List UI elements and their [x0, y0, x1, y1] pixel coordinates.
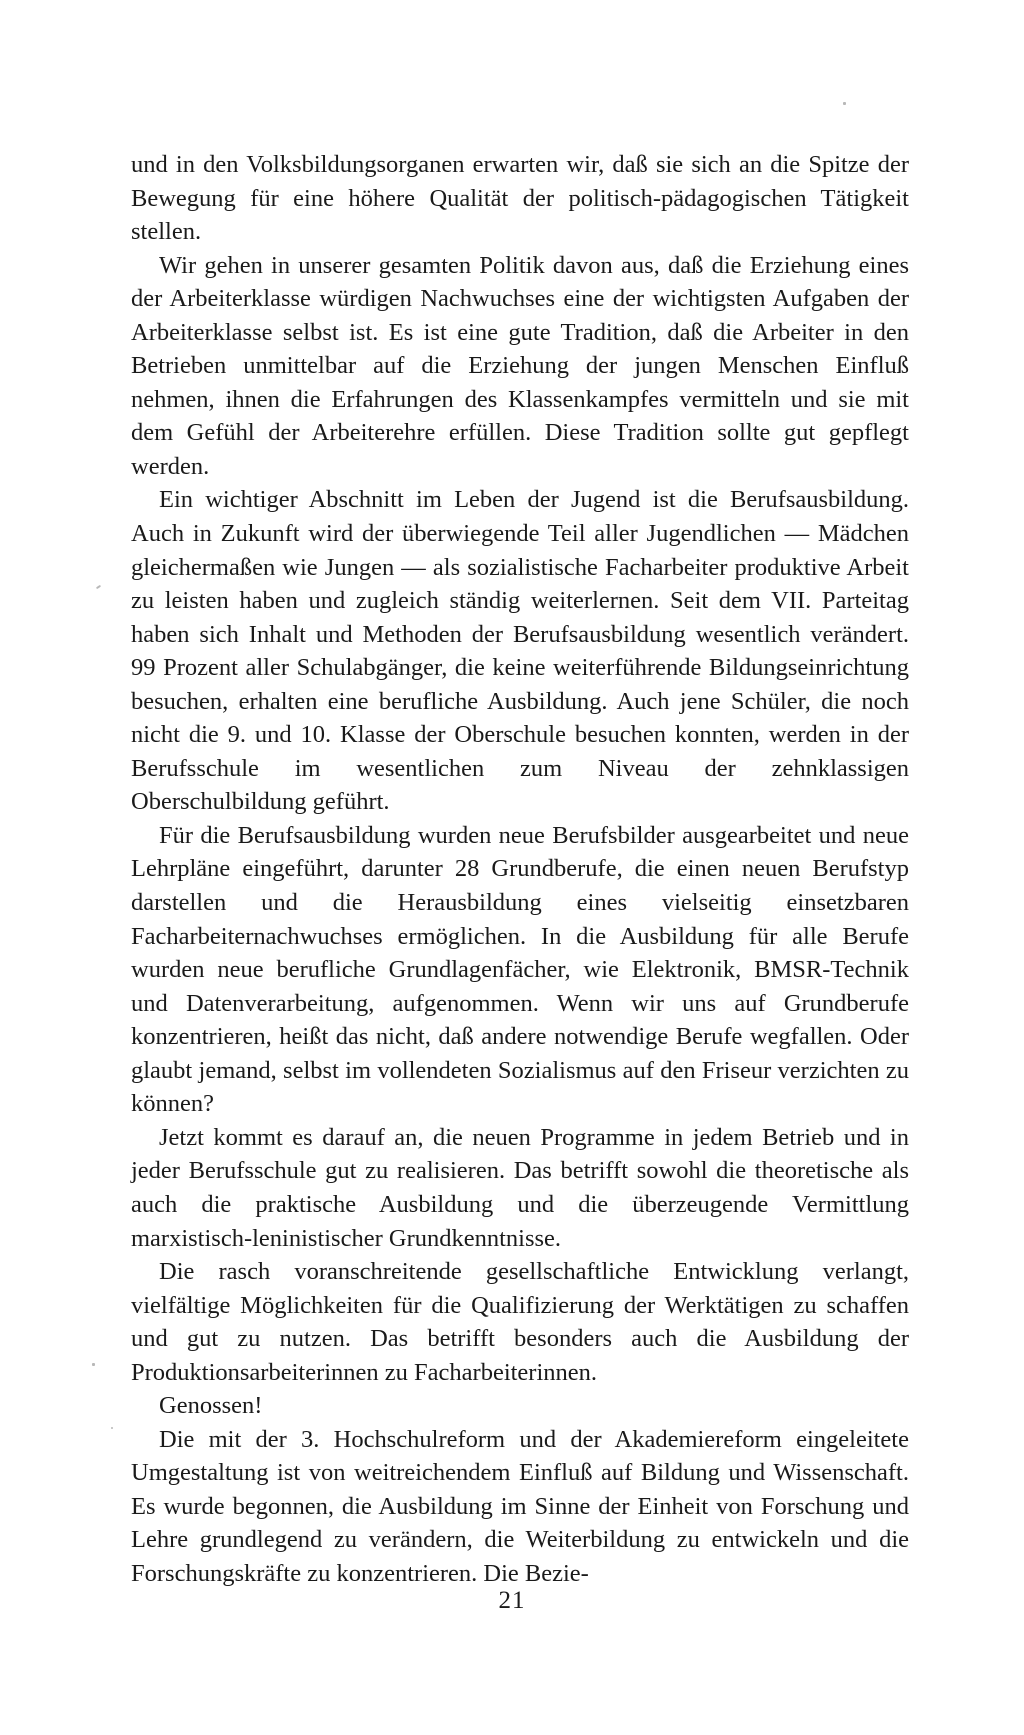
scan-speck	[111, 1427, 113, 1429]
paragraph-5: Jetzt kommt es darauf an, die neuen Programme in jedem Betrieb und in jeder Berufsschule gut zu realisieren. Das betrifft sowohl die theoretische als auch die praktische Ausbildung und die überzeugende Vermittlung marxistisch-leninistischer Grundkenntnisse.	[131, 1123, 909, 1252]
paragraph-4: Für die Berufsausbildung wurden neue Berufsbilder ausgearbeitet und neue Lehrpläne eingeführt, darunter 28 Grundberufe, die einen neuen Berufstyp darstellen und die Herausbildung eines vielseitig einsetzbaren Facharbeiternachwuchses ermöglichen. In die Ausbildung für alle Berufe wurden neue berufliche Grundlagenfächer, wie Elektronik, BMSR-Technik und Datenverarbeitung, aufgenommen. Wenn wir uns auf Grundberufe konzentrieren, heißt das nicht, daß andere notwendige Berufe wegfallen. Oder glaubt jemand, selbst im vollendeten Sozialismus auf den Friseur verzichten zu können?	[131, 821, 909, 1118]
paragraph-6: Die rasch voranschreitende gesellschaftliche Entwicklung verlangt, vielfältige Möglichkeiten für die Qualifizierung der Werktätigen zu schaffen und gut zu nutzen. Das betrifft besonders auch die Ausbildung der Produktionsarbeiterinnen zu Facharbeiterinnen.	[131, 1258, 909, 1386]
paragraph-2: Wir gehen in unserer gesamten Politik davon aus, daß die Erziehung eines der Arbeiterklasse würdigen Nachwuchses eine der wichtigsten Aufgaben der Arbeiterklasse selbst ist. Es ist eine gute Tradition, daß die Arbeiter in den Betrieben unmittelbar auf die Erziehung der jungen Menschen Einfluß nehmen, ihnen die Erfahrungen des Klassenkampfes vermitteln und sie mit dem Gefühl der Arbeiterehre erfüllen. Diese Tradition sollte gut gepflegt werden.	[131, 251, 909, 480]
page-number: 21	[498, 1587, 526, 1614]
paragraph-7: Genossen!	[159, 1392, 263, 1420]
scan-speck	[92, 1363, 95, 1366]
paragraph-1: und in den Volksbildungsorganen erwarten wir, daß sie sich an die Spitze der Bewegung für eine höhere Qualität der politisch-pädagogischen Tätigkeit stellen.	[131, 151, 909, 246]
body-text	[131, 148, 909, 1591]
scan-speck	[96, 585, 101, 590]
paragraph-8: Die mit der 3. Hochschulreform und der Akademiereform eingeleitete Umgestaltung ist von weitreichendem Einfluß auf Bildung und Wissenschaft. Es wurde begonnen, die Ausbildung im Sinne der Einheit von Forschung und Lehre grundlegend zu verändern, die Weiterbildung zu entwickeln und die Forschungskräfte zu konzentrieren. Die Bezie-	[131, 1425, 909, 1587]
paragraph-3: Ein wichtiger Abschnitt im Leben der Jugend ist die Berufsausbildung. Auch in Zukunft wird der überwiegende Teil aller Jugendlichen — Mädchen gleichermaßen wie Jungen — als sozialistische Facharbeiter produktive Arbeit zu leisten haben und zugleich ständig weiterlernen. Seit dem VII. Parteitag haben sich Inhalt und Methoden der Berufsausbildung wesentlich verändert. 99 Prozent aller Schulabgänger, die keine weiterführende Bildungseinrichtung besuchen, erhalten eine berufliche Ausbildung. Auch jene Schüler, die noch nicht die 9. und 10. Klasse der Oberschule besuchen konnten, werden in der Berufsschule im wesentlichen zum Niveau der zehnklassigen Oberschulbildung geführt.	[131, 486, 909, 816]
scan-speck	[843, 102, 846, 105]
